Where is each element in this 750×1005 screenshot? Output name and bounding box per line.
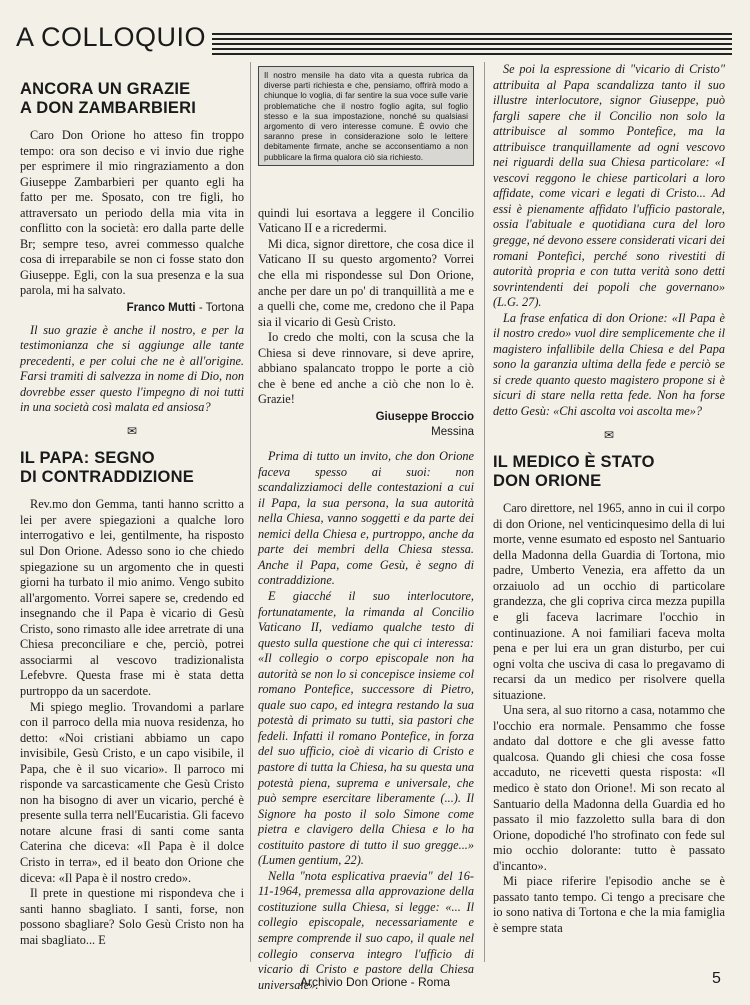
envelope-icon: ✉ [603, 427, 615, 442]
letter-1 [20, 80, 244, 416]
letter-1-title: ANCORA UN GRAZIE A DON ZAMBARBIERI [20, 80, 197, 117]
letter-2-body: Rev.mo don Gemma, tanti hanno scritto a lei per avere spiegazioni a qualche loro interrogativo e lei, gentilmente, ha risposto sul Don Orione. Adesso sono io che chiedo spiegazione su un argomento che in questi giorni ha turbato il mio animo. Vengo subito all'argomento. Vorrei sapere se, credendo ed insegnando che il Papa è vicario di Gesù Cristo, sono rimasto alle idee arretrate di una Chiesa preconciliare e che, perciò, potrei associarmi al vescovo tradizionalista Lefebvre. Questa frase mi è stata detta purtroppo da un sacerdote. [20, 497, 244, 698]
column-divider [484, 62, 485, 962]
section-title: A COLLOQUIO [16, 22, 207, 52]
rubric-notice-box: Il nostro mensile ha dato vita a questa rubrica da diverse parti richiesta e che, pensiamo, offrirà modo a chiunque lo voglia, di far sentire la sua voce sulle varie problematiche che il nostro foglio agita, sul foglio stesso e la sua impostazione, nonché su qualsiasi argomento di vero interesse comune. È ovvio che saranno prese in considerazione solo le lettere debitamente firmate, anche se acconsentiamo a non pubblicare la firma qualora ciò sia richiesto. [258, 66, 474, 166]
letter-2-signature: Giuseppe Broccio Messina [375, 410, 474, 439]
letter-3-title: IL MEDICO È STATO DON ORIONE [493, 453, 655, 491]
letter-2-body: quindi lui esortava a leggere il Concilio Vaticano II e a ricredermi. [258, 205, 474, 236]
column-1 [20, 62, 244, 948]
letter-2-reply: E giacché il suo interlocutore, fortunatamente, la rimanda al Concilio Vaticano II, vediamo qualche testo di questo sulla questione che qui ci interessa: «Il collegio o corpo episcopale non ha autorità se non lo si concepisce insieme col romano Pontefice, successore di Pietro, quale suo capo, ed integra restando la sua potestà di primato su tutti, sia pastori che fedeli. Infatti il romano Pontefice, in forza del suo ufficio, cioè di vicario di Cristo e pastore di tutta la Chiesa, ha su questa una potestà piena, suprema e universale, che può sempre esercitare liberamente (...). Il Signore ha posto il solo Simone come pietra e clavigero della Chiesa e lo ha costituito pastore di tutto il suo gregge...» (Lumen gentium, 22). [258, 588, 474, 868]
letter-3-body: Mi piace riferire l'episodio anche se è passato tanto tempo. Ci tengo a precisare che io sono nativa di Tortona e che la mia famiglia è sempre stata [493, 874, 725, 935]
letter-1-signature: Franco Mutti - Tortona [126, 302, 244, 315]
archive-footer: Archivio Don Orione - Roma [299, 975, 451, 989]
letter-2-reply: Nella "nota esplicativa praevia" del 16-11-1964, premessa alla approvazione della costituzione sulla Chiesa, si legge: «... Il collegio episcopale, necessariamente e sempre comprende il suo capo, il quale nel collegio conserva integro l'ufficio di vicario di Cristo e pastore della Chiesa universale». [258, 868, 474, 992]
letter-1-reply: Il suo grazie è anche il nostro, e per la testimonianza che si aggiunge alle tante precedenti, e per colui che ne è all'origine. Farsi tramiti di salvezza in nome di Dio, non dovrebbe esser questo l'impegno di noi tutti in una società così malata ed ansiosa? [20, 322, 244, 415]
letter-3-body: Caro direttore, nel 1965, anno in cui il corpo di don Orione, nel venticinquesimo della di lui morte, venne esumato ed esposto nel Santuario della Madonna della Guardia di Tortona, mio padre, Umberto Venezia, era affetto da un orzaiuolo ad un occhio di particolare grandezza, che gli copriva circa mezza pupilla e gli faceva lacrimare l'occhio in continuazione. A noi familiari faceva molta pena e per lui era un gran disturbo, per cui ogni volta che usciva di casa lo pregavamo di recarsi da un medico per risolvere quella situazione. [493, 501, 725, 702]
letter-2 [20, 449, 244, 948]
letter-2-title: IL PAPA: SEGNO DI CONTRADDIZIONE [20, 449, 194, 487]
page-number: 5 [712, 970, 721, 987]
section-header [16, 10, 736, 62]
column-3 [493, 62, 725, 936]
letter-2-body: Il prete in questione mi rispondeva che i santi hanno sbagliato. I santi, forse, non possono sbagliare? Solo Gesù Cristo non ha mai sbagliato... E [20, 886, 244, 947]
letter-2-reply: La frase enfatica di don Orione: «Il Papa è il nostro credo» vuol dire semplicemente che il magistero infallibile della Chiesa e del Papa sono la garanzia ultima della fede e perciò se si crede quanto questo magistero propone si è sicuri di stare nella retta fede. Non ha forse detto Gesù: «Chi ascolta voi ascolta me»? [493, 310, 725, 419]
letter-3-body: Una sera, al suo ritorno a casa, notammo che l'occhio era normale. Pensammo che fosse andato dal dottore e che gli avesse fatto qualcosa. Quando gli chiesi che cosa fosse accaduto, ne ricevetti questa risposta: «Il medico è stato don Orione!. Mi son recato al Santuario della Madonna della Guardia ed ho passato il mio fazzoletto sulla bara di don Orione, dopodiché l'ho strofinato con fede sul mio occhio dolorante: tutto è passato d'incanto». [493, 703, 725, 873]
letter-2-body: Mi spiego meglio. Trovandomi a parlare con il parroco della mia nuova residenza, ho detto: «Noi cristiani abbiamo un capo invisibile, Gesù Cristo, e un capo visibile, il Papa, che è il suo vicario». Il parroco mi risponde va sarcasticamente che Gesù Cristo non ha bisogno di aver un vicario, perché è presente sulla terra nell'Eucaristia. Gli facevo notare alcune frasi di santi come santa Caterina che diceva: «Il Papa è il dolce Cristo in terra», ed il beato don Orione che diceva: «Il Papa è il nostro credo». [20, 699, 244, 885]
letter-2-body: Io credo che molti, con la scusa che la Chiesa si deve rinnovare, si deve aprire, abbiano spalancato troppo le porte a ciò che è bene ed anche a ciò che non lo è. Grazie! [258, 330, 474, 407]
letter-2-reply: Se poi la espressione di "vicario di Cristo" attribuita al Papa scandalizza tanto il suo illustre interlocutore, signor Giuseppe, può fargli sapere che il Concilio non solo la attribuisce al sommo Pontefice, ma la attribuisce tranquillamente ad ogni vescovo nei riguardi della sua Chiesa particolare: «I vescovi reggono le chiese particolari a loro affidate, come vicari e legati di Cristo... Ad essi è pienamente affidato l'ufficio pastorale, ossia l'abituale e quotidiana cura del loro gregge, né devono essere considerati vicari dei romani Pontefici, perché sono rivestiti di autorità propria e con tutta verità sono detti sovrintendenti dei popoli che governano» (L.G. 27). [493, 62, 725, 310]
column-2 [258, 62, 474, 993]
letter-1-body: Caro Don Orione ho atteso fin troppo tempo: ora son deciso e vi invio due righe per esprimere il mio ringraziamento a don Giuseppe Zambarbieri per quanto egli ha fatto per me. Sposato, con tre figli, ho attraversato un periodo della mia vita in conflitto con la società: ero dalla parte delle Br; sempre teso, avrei commesso qualche cosa di irreparabile se non ci fosse stato don Giuseppe. Egli, con la sua presenza e la sua parola, mi ha salvato. [20, 128, 244, 298]
letter-2-reply: Prima di tutto un invito, che don Orione faceva spesso ai suoi: non scandalizziamoci delle contestazioni a cui il Papa, la sua persona, la sua autorità nella Chiesa, vanno soggetti e da parte dei nemici della Chiesa e, purtroppo, anche da parte dei membri della Chiesa stessa. Anche il Papa, come Gesù, è segno di contraddizione. [258, 449, 474, 588]
column-divider [250, 62, 251, 962]
envelope-icon: ✉ [126, 423, 138, 438]
letter-3 [493, 453, 725, 936]
header-rules-decoration [212, 33, 732, 55]
letter-2-body: Mi dica, signor direttore, che cosa dice il Vaticano II su questo argomento? Vorrei che ella mi rispondesse sul Don Orione, anche per dare un po' di tranquillità a me e a quelli che, come me, credono che il Papa sia il vicario di Gesù Cristo. [258, 236, 474, 329]
